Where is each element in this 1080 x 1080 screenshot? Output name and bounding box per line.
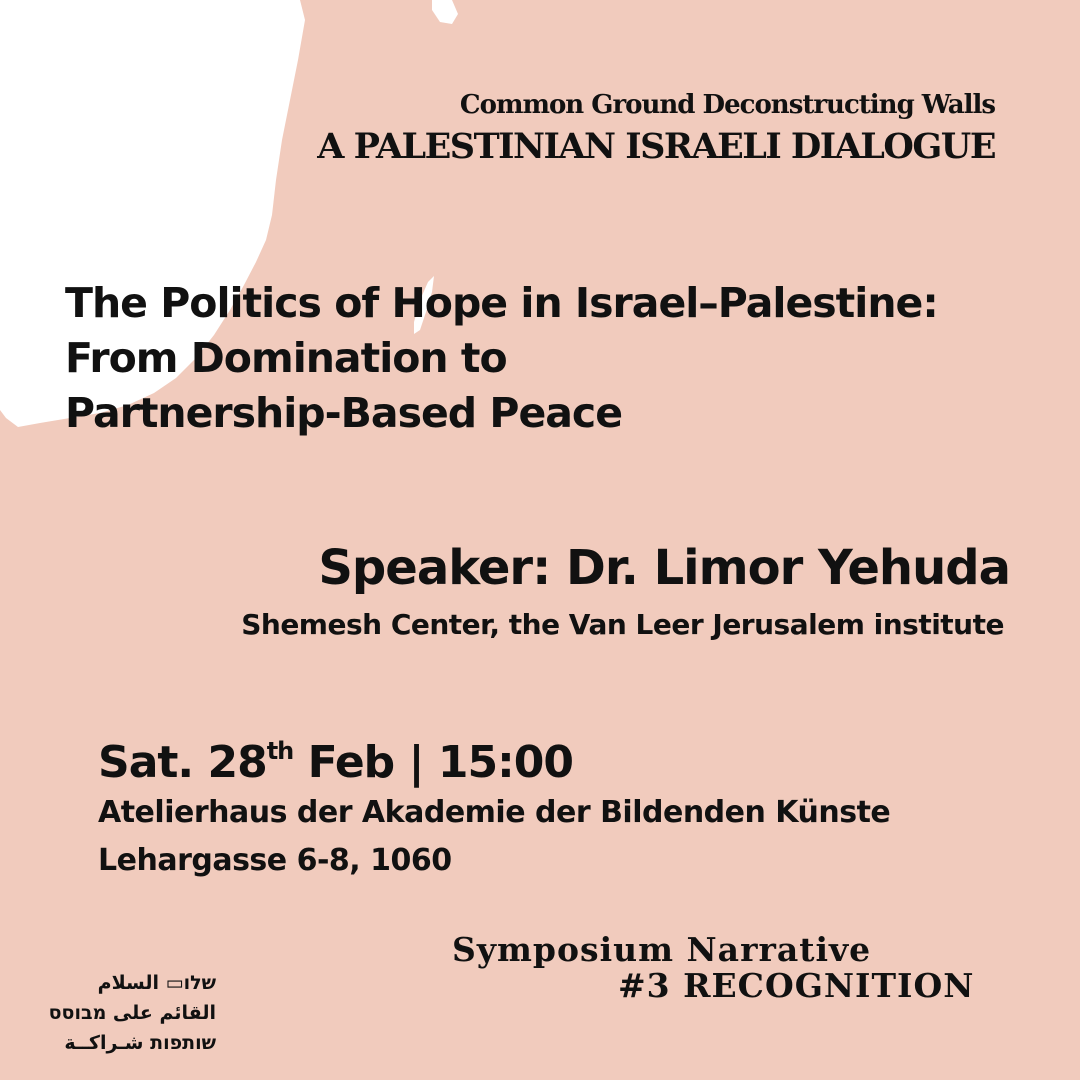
logo-line: שלו▭ السلام <box>97 972 216 994</box>
event-date-time <box>98 737 573 788</box>
symposium-number: #3 RECOGNITION <box>618 966 975 1005</box>
series-subtitle: A PALESTINIAN ISRAELI DIALOGUE <box>317 126 995 167</box>
series-title: Common Ground Deconstructing Walls <box>459 90 995 120</box>
speaker-affiliation: Shemesh Center, the Van Leer Jerusalem institute <box>241 608 1004 641</box>
talk-title-line: Partnership-Based Peace <box>65 389 623 437</box>
symposium-title: Symposium Narrative <box>452 930 872 969</box>
talk-title-line: The Politics of Hope in Israel–Palestine: <box>65 279 938 327</box>
event-day-suffix: th <box>266 737 294 765</box>
speaker-name: Speaker: Dr. Limor Yehuda <box>318 540 1010 596</box>
talk-title-line: From Domination to <box>65 334 507 382</box>
logo-line: שותפות شـراكــة <box>64 1032 216 1054</box>
event-venue: Atelierhaus der Akademie der Bildenden Künste <box>98 795 891 830</box>
event-day: Sat. 28 <box>98 737 267 788</box>
talk-title <box>65 276 938 441</box>
logo-line: القائم على מבוסס <box>48 1002 216 1024</box>
organization-logo <box>26 968 216 1058</box>
event-address: Lehargasse 6-8, 1060 <box>98 843 452 878</box>
event-month-time: Feb | 15:00 <box>293 737 573 788</box>
